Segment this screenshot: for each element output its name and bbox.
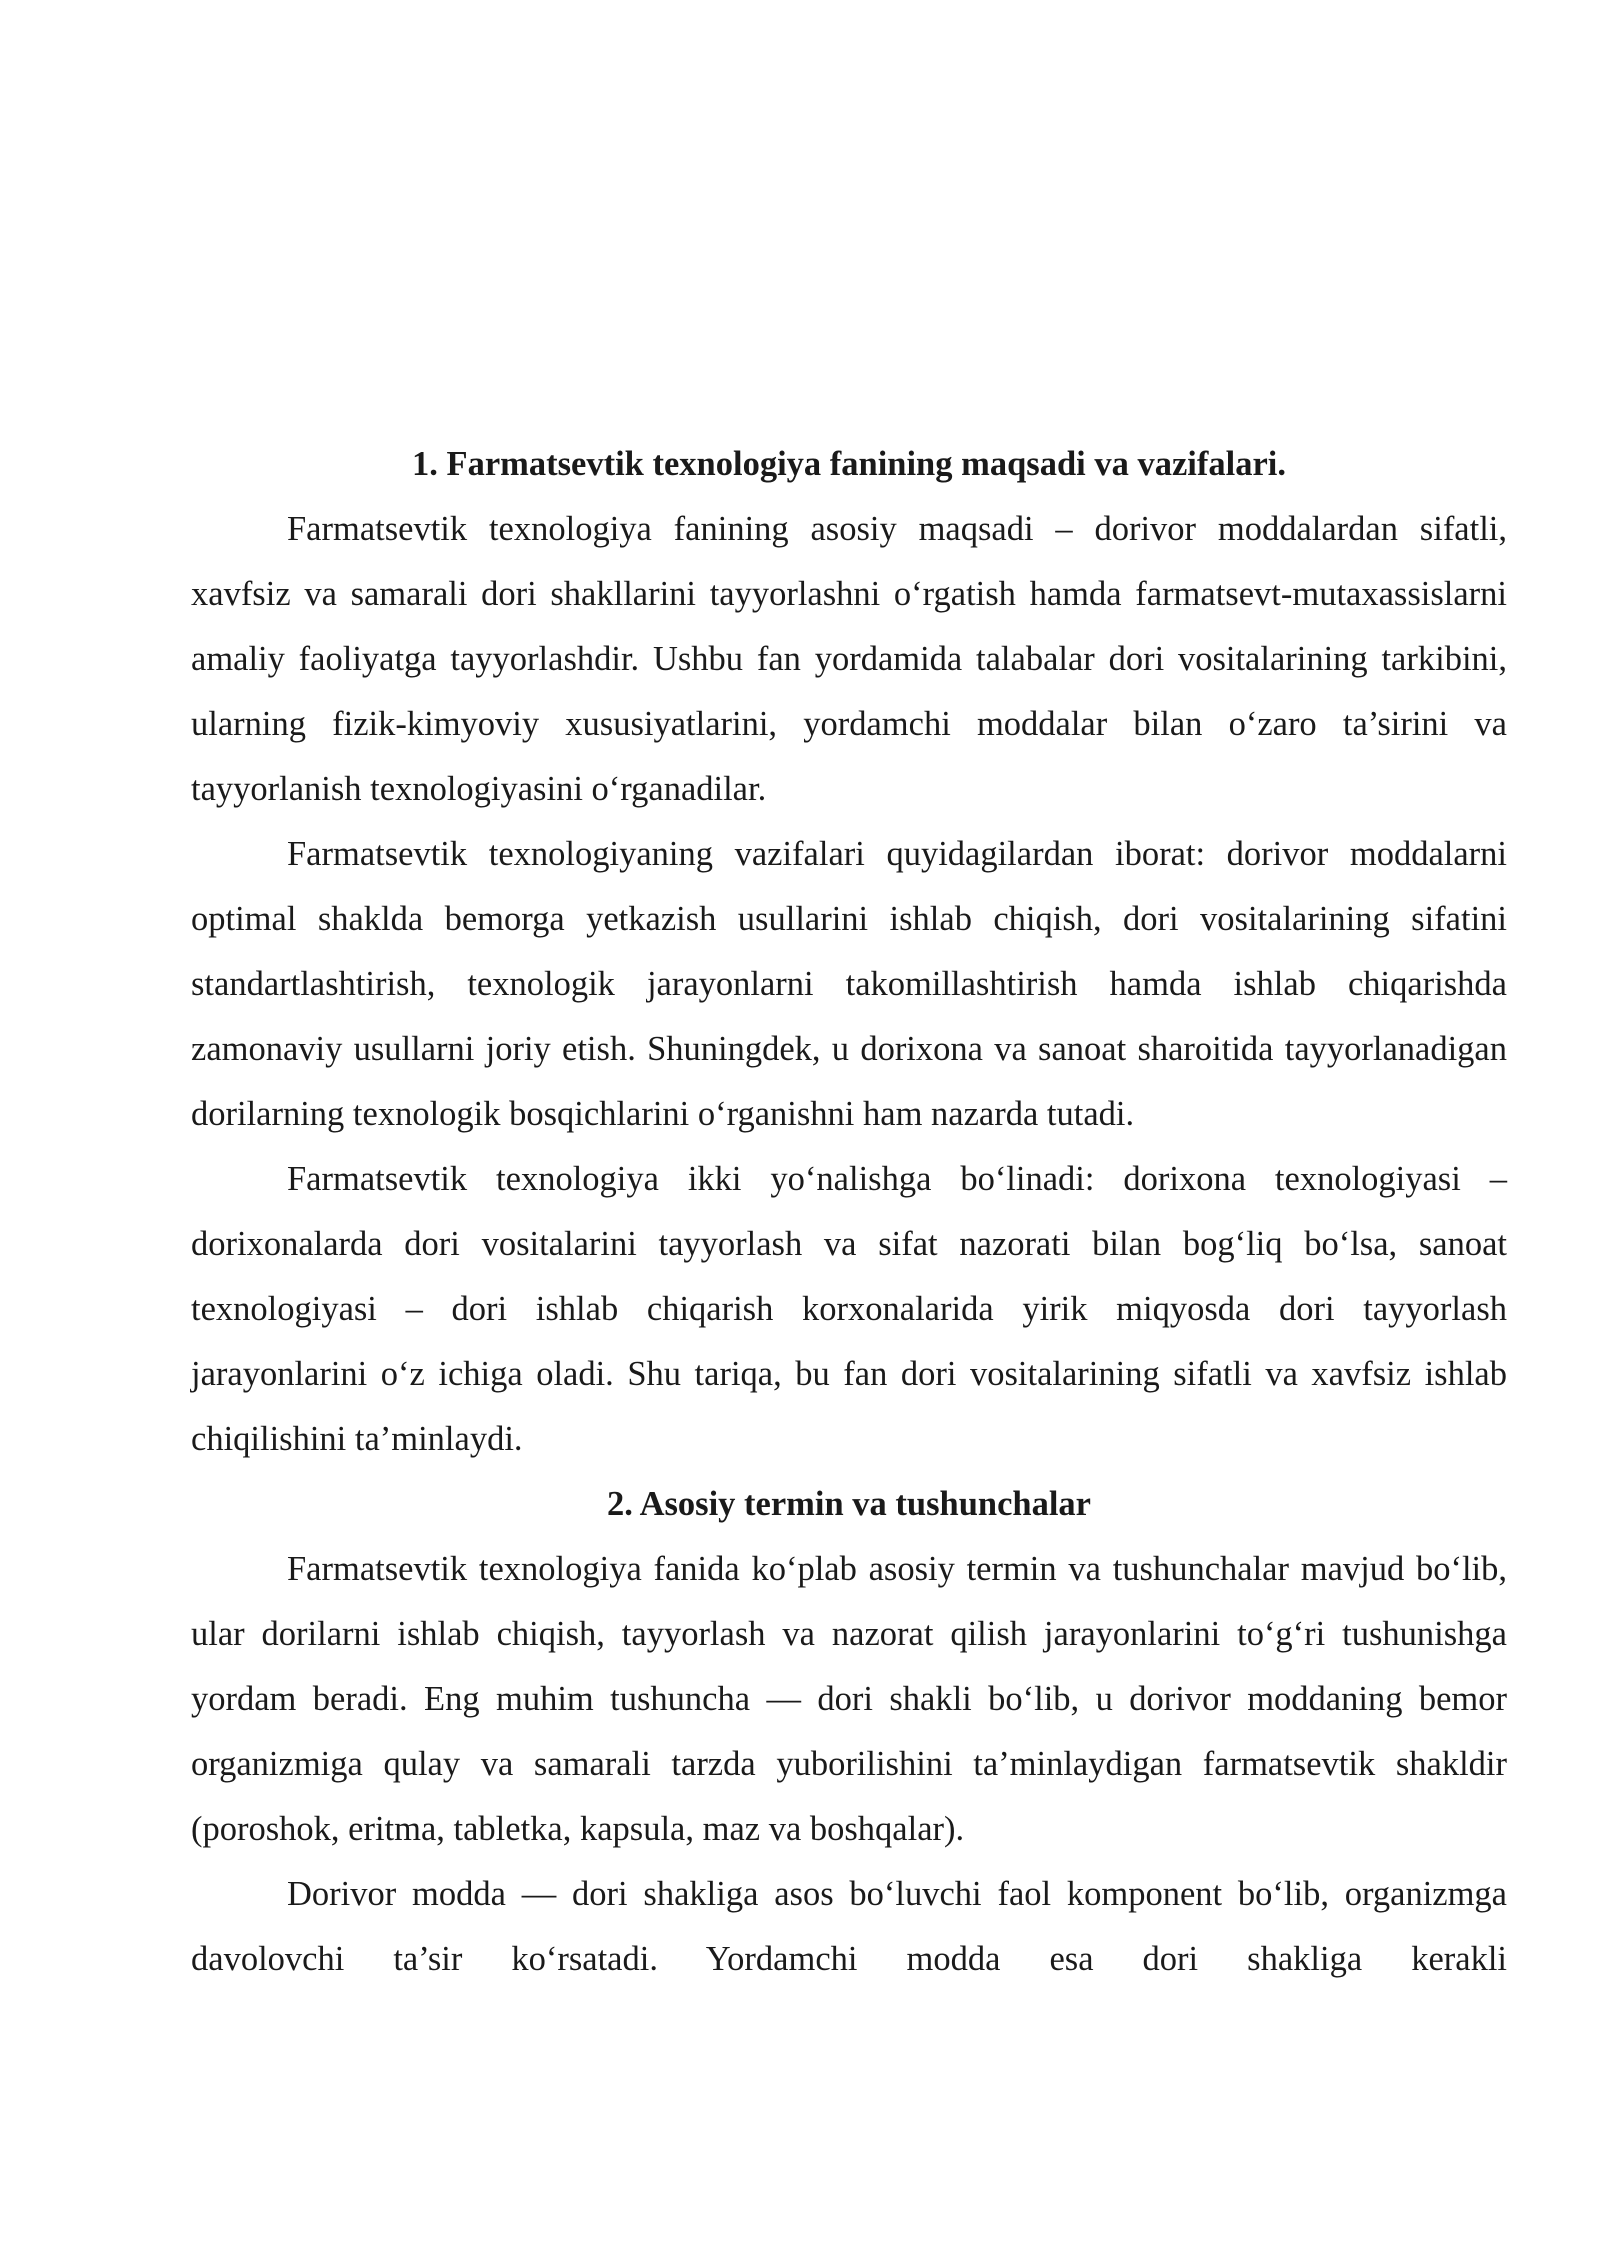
- paragraph-2-2: Dorivor modda — dori shakliga asos bo‘luvchi faol komponent bo‘lib, organizmga davolovchi ta’sir ko‘rsatadi. Yordamchi modda esa dori shakliga kerakli: [191, 1875, 1507, 1978]
- paragraph-2-1: Farmatsevtik texnologiya fanida ko‘plab asosiy termin va tushunchalar mavjud bo‘lib, ular dorilarni ishlab chiqish, tayyorlash va nazorat qilish jarayonlarini to‘g‘ri tushunishga yordam beradi. Eng muhim tushuncha — dori shakli bo‘lib, u dorivor moddaning bemor organizmiga qulay va samarali tarzda yuborilishini ta’minlaydigan farmatsevtik shakldir (poroshok, eritma, tabletka, kapsula, maz va boshqalar).: [191, 1550, 1507, 1848]
- section-title-2: 2. Asosiy termin va tushunchalar: [606, 1485, 1091, 1523]
- section-title-1: 1. Farmatsevtik texnologiya fanining maqsadi va vazifalari.: [412, 445, 1286, 483]
- paragraph-1-3: Farmatsevtik texnologiya ikki yo‘nalishga bo‘linadi: dorixona texnologiyasi – dorixonalarda dori vositalarini tayyorlash va sifat nazorati bilan bog‘liq bo‘lsa, sanoat texnologiyasi – dori ishlab chiqarish korxonalarida yirik miqyosda dori tayyorlash jarayonlarini o‘z ichiga oladi. Shu tariqa, bu fan dori vositalarining sifatli va xavfsiz ishlab chiqilishini ta’minlaydi.: [191, 1160, 1507, 1458]
- paragraph-1-2: Farmatsevtik texnologiyaning vazifalari quyidagilardan iborat: dorivor moddalarni optimal shaklda bemorga yetkazish usullarini ishlab chiqish, dori vositalarining sifatini standartlashtirish, texnologik jarayonlarni takomillashtirish hamda ishlab chiqarishda zamonaviy usullarni joriy etish. Shuningdek, u dorixona va sanoat sharoitida tayyorlanadigan dorilarning texnologik bosqichlarini o‘rganishni ham nazarda tutadi.: [191, 835, 1507, 1133]
- document-body: [191, 432, 1507, 1992]
- paragraph-1-1: Farmatsevtik texnologiya fanining asosiy maqsadi – dorivor moddalardan sifatli, xavfsiz va samarali dori shakllarini tayyorlashni o‘rgatish hamda farmatsevt-mutaxassislarni amaliy faoliyatga tayyorlashdir. Ushbu fan yordamida talabalar dori vositalarining tarkibini, ularning fizik-kimyoviy xususiyatlarini, yordamchi moddalar bilan o‘zaro ta’sirini va tayyorlanish texnologiyasini o‘rganadilar.: [191, 510, 1507, 808]
